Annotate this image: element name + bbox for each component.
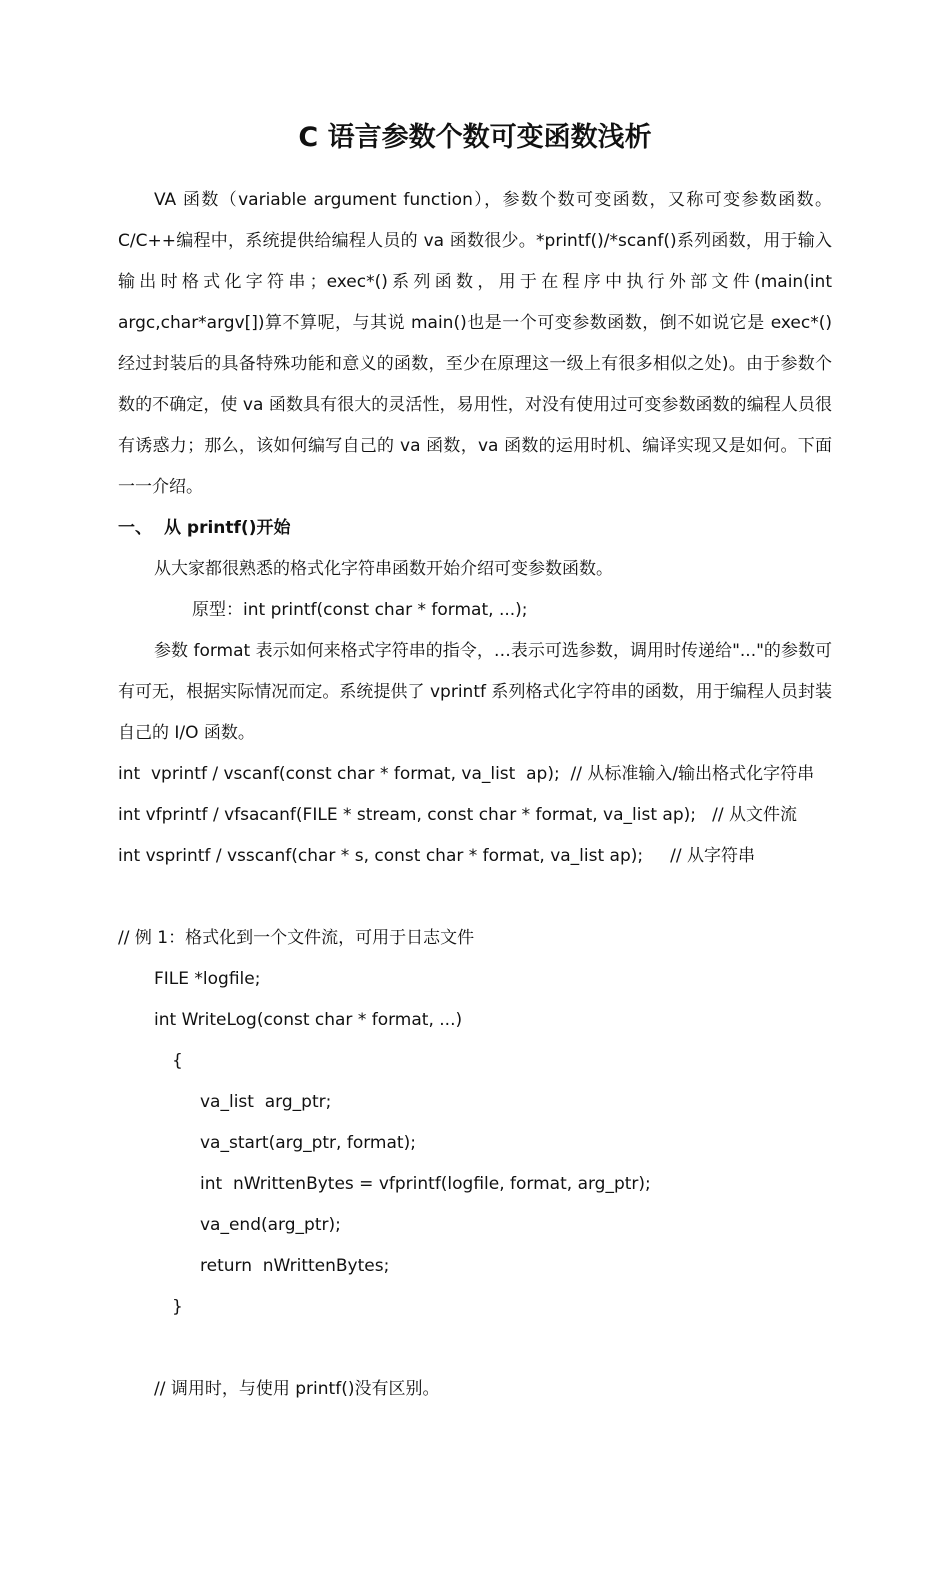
section-number: 一、 — [118, 518, 152, 538]
code-line-file: FILE *logfile; — [154, 969, 261, 989]
code-close-brace: } — [172, 1297, 183, 1317]
blank-line — [118, 1328, 832, 1369]
paragraph-format: 参数 format 表示如何来格式字符串的指令，…表示可选参数，调用时传递给"..."的参数可有可无，根据实际情况而定。系统提供了 vprintf 系列格式化字符串的函数，用于编程人员封装自己的 I/O 函数。 — [118, 641, 832, 743]
section-heading — [118, 508, 832, 549]
section-title: 从 printf()开始 — [164, 518, 291, 538]
call-note: // 调用时，与使用 printf()没有区别。 — [154, 1379, 440, 1399]
paragraph-intro-printf: 从大家都很熟悉的格式化字符串函数开始介绍可变参数函数。 — [154, 559, 613, 579]
code-line: va_list arg_ptr; — [200, 1092, 332, 1112]
prototype-line: 原型：int printf(const char * format, ...); — [192, 600, 528, 620]
document-title: C 语言参数个数可变函数浅析 — [298, 122, 652, 153]
code-line: return nWrittenBytes; — [200, 1256, 390, 1276]
decl-vfprintf: int vfprintf / vfsacanf(FILE * stream, const char * format, va_list ap); // 从文件流 — [118, 805, 798, 825]
code-line: va_start(arg_ptr, format); — [200, 1133, 416, 1153]
document-body — [118, 180, 832, 1410]
code-line: int nWrittenBytes = vfprintf(logfile, format, arg_ptr); — [200, 1174, 651, 1194]
code-line-signature: int WriteLog(const char * format, ...) — [154, 1010, 463, 1030]
decl-vprintf: int vprintf / vscanf(const char * format, va_list ap); // 从标准输入/输出格式化字符串 — [118, 764, 815, 784]
code-line: va_end(arg_ptr); — [200, 1215, 341, 1235]
decl-vsprintf: int vsprintf / vsscanf(char * s, const char * format, va_list ap); // 从字符串 — [118, 846, 755, 866]
intro-paragraph: VA 函数（variable argument function），参数个数可变函数，又称可变参数函数。C/C++编程中，系统提供给编程人员的 va 函数很少。*printf()/*scanf()系列函数，用于输入输出时格式化字符串；exec*()系列函数，用于在程序中执行外部文件(main(int argc,char*argv[])算不算呢，与其说 main()也是一个可变参数函数，倒不如说它是 exec*()经过封装后的具备特殊功能和意义的函数，至少在原理这一级上有很多相似之处)。由于参数个数的不确定，使 va 函数具有很大的灵活性，易用性，对没有使用过可变参数函数的编程人员很有诱惑力；那么，该如何编写自己的 va 函数，va 函数的运用时机、编译实现又是如何。下面一一介绍。 — [118, 190, 832, 497]
blank-line — [118, 877, 832, 918]
code-open-brace: { — [172, 1051, 183, 1071]
example-comment: // 例 1：格式化到一个文件流，可用于日志文件 — [118, 928, 475, 948]
